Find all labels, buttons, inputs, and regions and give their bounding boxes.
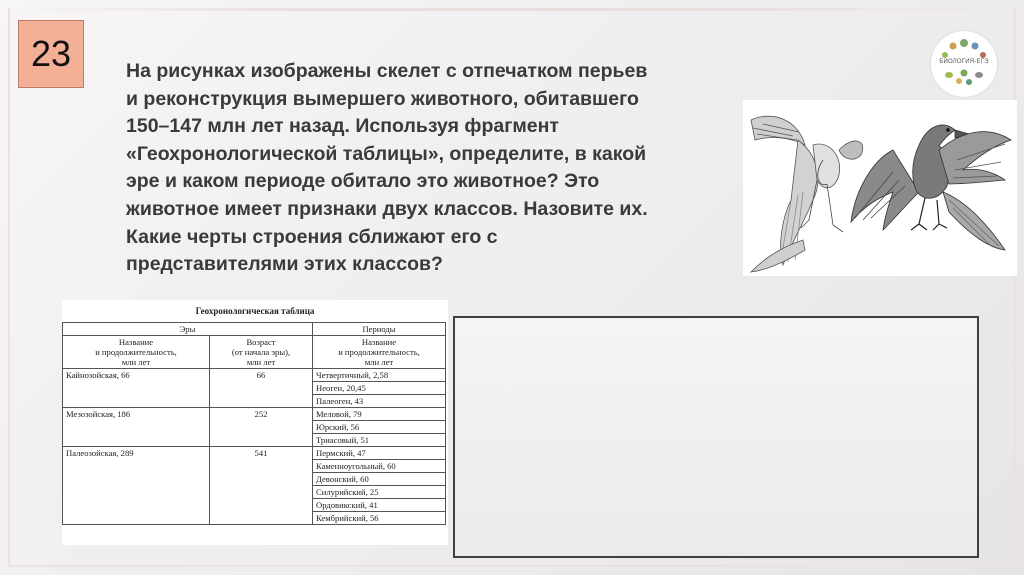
period-cell: Кембрийский, 56 <box>313 512 446 525</box>
table-title: Геохронологическая таблица <box>195 306 315 316</box>
period-cell: Четвертичный, 2,58 <box>313 369 446 382</box>
question-line: животное имеет признаки двух классов. Назовите их. <box>126 197 648 220</box>
era-column-header: Название и продолжительность, млн лет <box>63 336 210 369</box>
periods-header: Периоды <box>313 323 446 336</box>
geo-table-grid <box>62 322 446 525</box>
period-cell: Триасовый, 51 <box>313 434 446 447</box>
logo-text: БИОЛОГИЯ-ЕГЭ <box>939 59 989 65</box>
table-row <box>63 408 446 421</box>
table-row <box>63 447 446 460</box>
period-cell: Каменноугольный, 60 <box>313 460 446 473</box>
question-number-badge: 23 <box>18 20 84 88</box>
question-line: и реконструкция вымершего животного, обитавшего <box>126 87 639 110</box>
answer-box[interactable] <box>453 316 979 558</box>
question-line: представителями этих классов? <box>126 253 443 276</box>
era-name-cell: Мезозойская, 186 <box>63 408 210 447</box>
reconstruction-bird-icon <box>851 125 1011 250</box>
era-name-cell: Палеозойская, 289 <box>63 447 210 525</box>
slide-frame-right <box>1014 8 1016 567</box>
period-cell: Палеоген, 43 <box>313 395 446 408</box>
question-line: «Геохронологической таблицы», определите, в какой <box>126 142 647 165</box>
question-line: Какие черты строения сближают его с <box>126 225 498 248</box>
period-cell: Меловой, 79 <box>313 408 446 421</box>
period-cell: Силурийский, 25 <box>313 486 446 499</box>
question-line: 150–147 млн лет назад. Используя фрагмент <box>126 115 559 138</box>
question-line: На рисунках изображены скелет с отпечатком перьев <box>126 60 648 82</box>
question-text <box>126 58 756 279</box>
age-column-header: Возраст (от начала эры), млн лет <box>210 336 313 369</box>
period-column-header: Название и продолжительность, млн лет <box>313 336 446 369</box>
period-cell: Ордовикский, 41 <box>313 499 446 512</box>
archaeopteryx-illustration <box>743 100 1017 276</box>
period-cell: Неоген, 20,45 <box>313 382 446 395</box>
slide-frame-left <box>8 8 10 567</box>
slide-frame-bottom <box>8 565 1016 567</box>
period-cell: Девонский, 60 <box>313 473 446 486</box>
biology-logo-icon <box>930 30 998 98</box>
table-row <box>63 369 446 382</box>
geochronological-table <box>62 300 448 545</box>
era-name-cell: Кайнозойская, 66 <box>63 369 210 408</box>
eras-header: Эры <box>63 323 313 336</box>
question-line: эре и каком периоде обитало это животное? Это <box>126 170 600 193</box>
period-cell: Пермский, 47 <box>313 447 446 460</box>
era-age-cell: 66 <box>210 369 313 408</box>
fossil-and-reconstruction-image <box>743 100 1017 276</box>
fossil-skeleton-icon <box>751 116 863 272</box>
slide-frame-top <box>8 8 1016 11</box>
era-age-cell: 541 <box>210 447 313 525</box>
period-cell: Юрский, 56 <box>313 421 446 434</box>
era-age-cell: 252 <box>210 408 313 447</box>
